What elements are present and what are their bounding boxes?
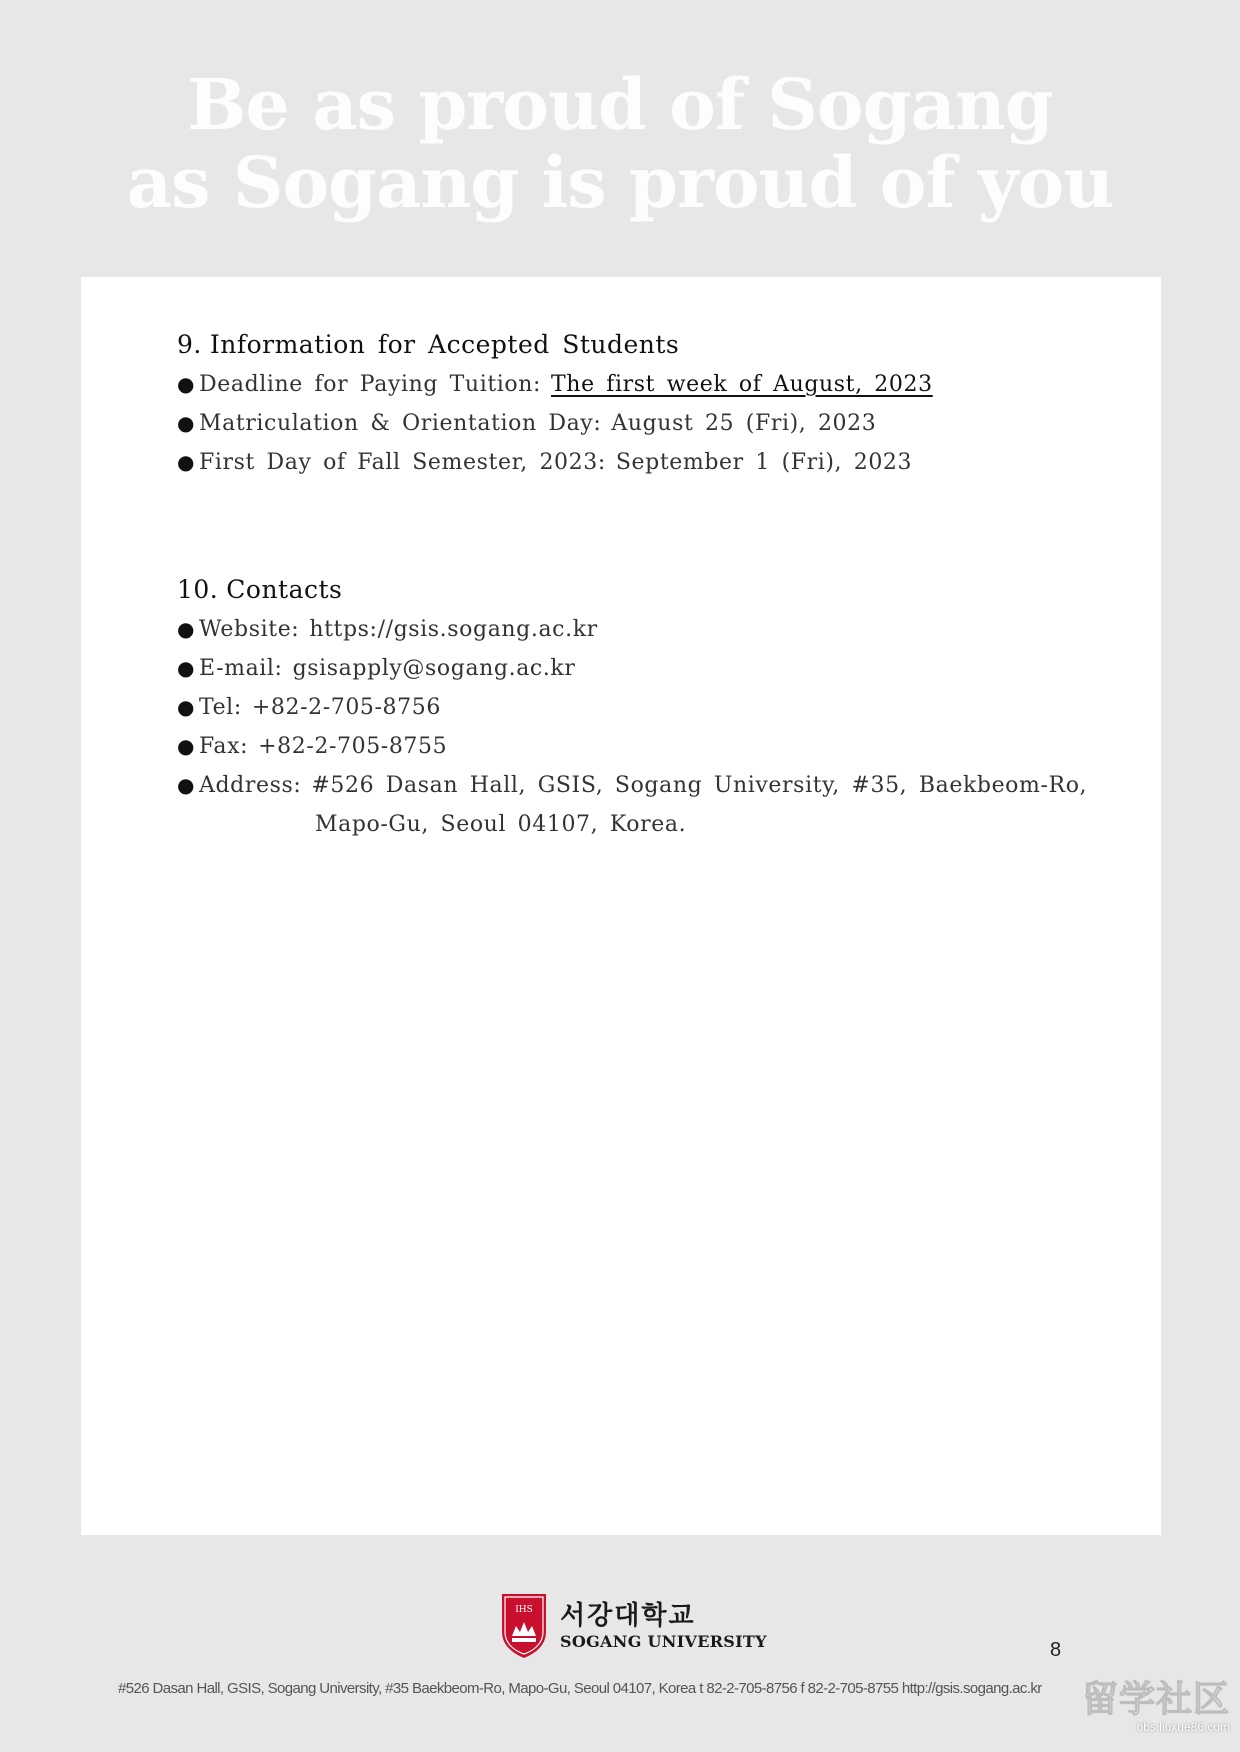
section-number: 10. xyxy=(177,575,219,604)
item-label: First Day of Fall Semester, 2023: xyxy=(199,450,606,475)
item-label: Tel: xyxy=(199,695,242,720)
headline-line-1: Be as proud of Sogang xyxy=(187,63,1053,146)
list-item-fax xyxy=(177,727,1087,766)
item-value: September 1 (Fri), 2023 xyxy=(615,450,913,475)
watermark-url: bbs.liuxue86.com xyxy=(1136,1720,1230,1734)
item-value: The first week of August, 2023 xyxy=(551,372,933,397)
item-label: E-mail: xyxy=(199,656,283,681)
email-link[interactable]: gsisapply@sogang.ac.kr xyxy=(292,656,576,681)
crest-text: IHS xyxy=(515,1605,533,1615)
website-link[interactable]: https://gsis.sogang.ac.kr xyxy=(309,617,598,642)
footer-address: #526 Dasan Hall, GSIS, Sogang University, #35 Baekbeom-Ro, Mapo-Gu, Seoul 04107, Korea t 82-2-705-8756 f 82-2-705-8755 http://gsis.sogang.ac.kr xyxy=(118,1680,1042,1697)
section-number: 9. xyxy=(177,330,202,359)
bullet-icon: ● xyxy=(177,411,196,435)
bullet-icon: ● xyxy=(177,773,196,797)
item-value: August 25 (Fri), 2023 xyxy=(611,411,877,436)
section-title-text: Information for Accepted Students xyxy=(209,330,680,359)
list-item-website xyxy=(177,610,1087,649)
content-card xyxy=(81,277,1161,1535)
bullet-icon: ● xyxy=(177,695,196,719)
logo-english-name: SOGANG UNIVERSITY xyxy=(560,1632,767,1651)
section-contacts xyxy=(177,570,1087,844)
list-item-email xyxy=(177,649,1087,688)
crest-icon xyxy=(500,1592,548,1660)
address-value-line-2: Mapo-Gu, Seoul 04107, Korea. xyxy=(315,812,687,837)
section-title xyxy=(177,570,1087,610)
fax-value: +82-2-705-8755 xyxy=(258,734,448,759)
section-title-text: Contacts xyxy=(226,575,343,604)
item-label: Fax: xyxy=(199,734,249,759)
item-label: Matriculation & Orientation Day: xyxy=(199,411,602,436)
bullet-icon: ● xyxy=(177,734,196,758)
page-number: 8 xyxy=(1050,1639,1062,1661)
list-item-tel xyxy=(177,688,1087,727)
bullet-icon: ● xyxy=(177,617,196,641)
headline-line-2: as Sogang is proud of you xyxy=(126,141,1114,224)
address-value: #526 Dasan Hall, GSIS, Sogang University, #35, Baekbeom-Ro, xyxy=(311,773,1088,798)
item-label: Address: xyxy=(199,773,302,798)
list-item-tuition-deadline xyxy=(177,365,933,404)
list-item-first-day xyxy=(177,443,933,482)
list-item-address xyxy=(177,766,1087,805)
bullet-icon: ● xyxy=(177,450,196,474)
bullet-icon: ● xyxy=(177,372,196,396)
logo-korean-name: 서강대학교 xyxy=(560,1601,696,1631)
item-label: Website: xyxy=(199,617,300,642)
bullet-icon: ● xyxy=(177,656,196,680)
watermark-text: 留学社区 xyxy=(1081,1679,1230,1720)
list-item-orientation-day xyxy=(177,404,933,443)
tel-value: +82-2-705-8756 xyxy=(251,695,441,720)
logo-text xyxy=(560,1600,767,1652)
university-logo xyxy=(500,1592,767,1660)
page-headline xyxy=(0,63,1240,224)
section-title xyxy=(177,325,933,365)
item-label: Deadline for Paying Tuition: xyxy=(199,372,542,397)
watermark xyxy=(1070,1680,1230,1734)
section-accepted-students xyxy=(177,325,933,482)
